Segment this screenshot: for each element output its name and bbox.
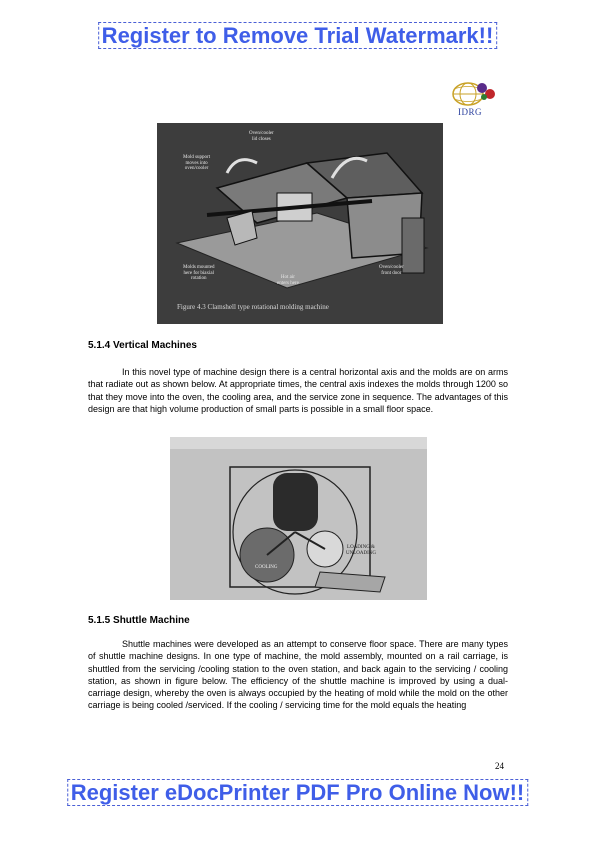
figure2-label-loading: LOADING & UNLOADING [346, 545, 376, 556]
section-heading-shuttle-machine: 5.1.5 Shuttle Machine [88, 615, 190, 626]
section-heading-vertical-machines: 5.1.4 Vertical Machines [88, 340, 197, 351]
figure1-caption: Figure 4.3 Clamshell type rotational molding machine [177, 303, 329, 311]
vertical-machine-drawing [170, 437, 427, 600]
figure1-label-oven-lid: Oven/cooler lid closes [249, 131, 274, 142]
section-paragraph-shuttle-machine: Shuttle machines were developed as an attempt to conserve floor space. There are many types of shuttle machine designs. In one type of machine, the mold assembly, mounted on a rail carriage, is shuttled from the servicing /cooling station to the oven station, and back again to the servicing / cooling station, as shown in figure below. The efficiency of the shuttle machine is improved by using a dual-carriage design, whereby the oven is always occupied by the heating of mold while the mold on the other carriage is being cooled /serviced. If the cooling / servicing time for the mold equals the heating [88, 639, 508, 711]
trial-watermark-bottom[interactable]: Register eDocPrinter PDF Pro Online Now!! [67, 779, 529, 806]
logo-text: IDRG [458, 107, 482, 117]
clamshell-machine-drawing [157, 123, 443, 324]
figure2-label-cooling: COOLING [255, 565, 278, 570]
figure1-label-molds-mounted: Molds mounted here for biaxial rotation [183, 265, 215, 281]
trial-watermark-top[interactable]: Register to Remove Trial Watermark!! [98, 22, 498, 49]
vertical-machine-figure [170, 437, 427, 600]
clamshell-machine-figure [157, 123, 443, 324]
page-number: 24 [495, 761, 504, 771]
figure1-label-mold-support: Mold support moves into oven/cooler [183, 155, 211, 171]
figure1-label-front-door: Oven/cooler front door [379, 265, 404, 276]
section-paragraph-vertical-machines: In this novel type of machine design there is a central horizontal axis and the molds are on arms that radiate out as shown below. At appropriate times, the central axis indexes the molds through 1200 so that they move into the oven, the cooling area, and the service zone in sequence. The advantages of this design are that high volume production of small parts is possible in a small floor space. [88, 367, 508, 414]
figure1-label-hot-air: Hot air enters here [277, 275, 299, 286]
